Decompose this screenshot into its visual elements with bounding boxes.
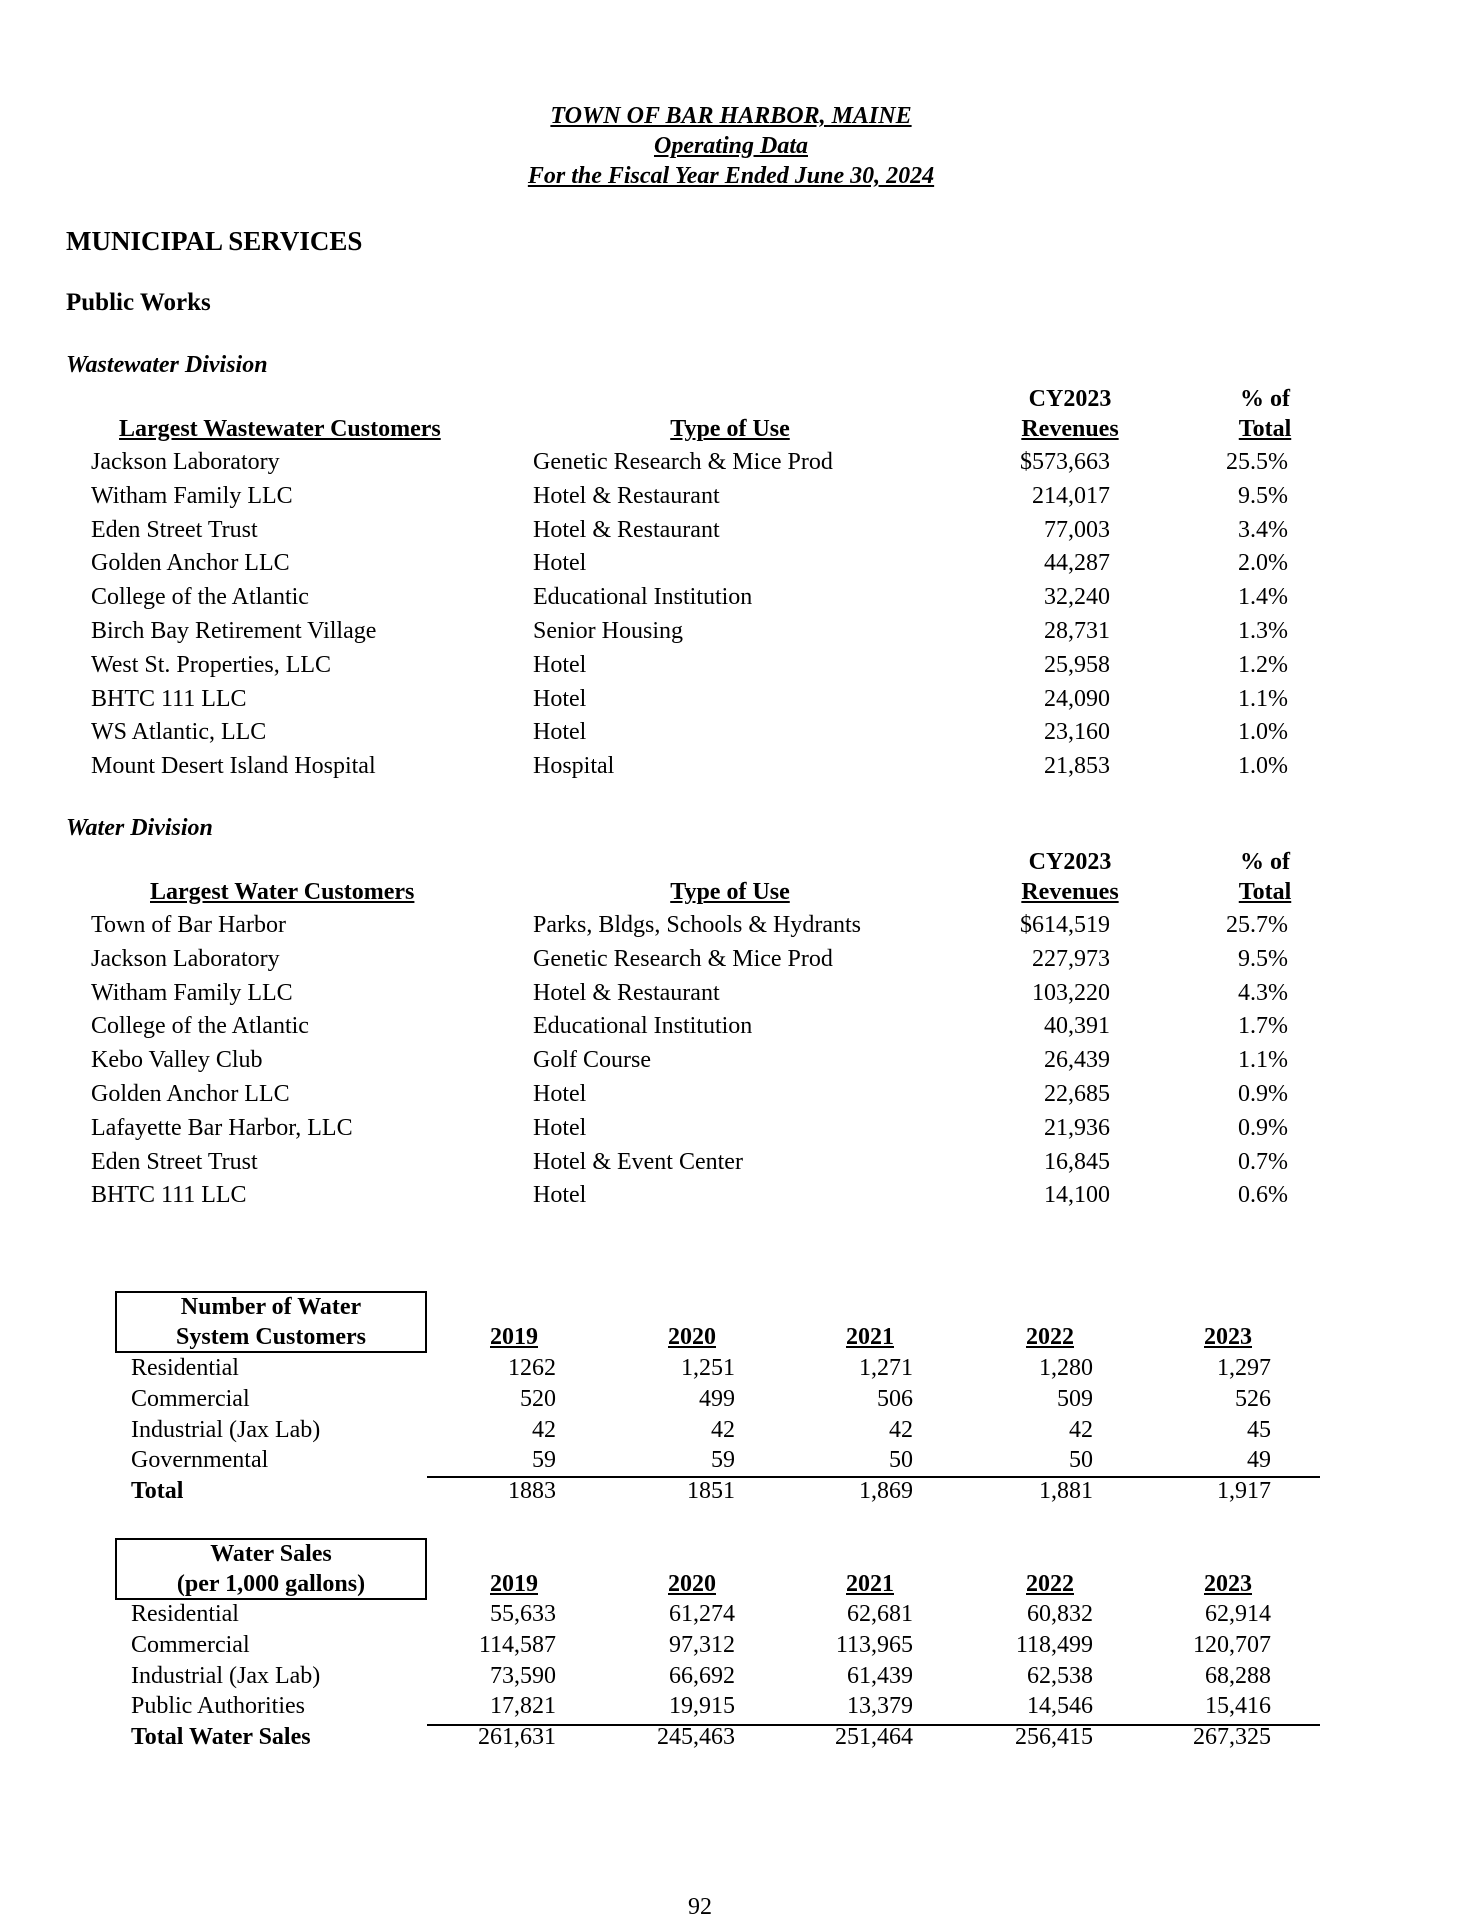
sales_table-year-header: 2020 [668,1571,716,1597]
wastewater-revenue: 21,853 [1044,753,1110,780]
sales_table-row-label: Industrial (Jax Lab) [131,1662,321,1689]
wastewater-type-of-use: Hotel [533,719,587,746]
wastewater-row [0,749,1462,783]
water-customer-name: BHTC 111 LLC [91,1182,247,1209]
water-type-of-use: Educational Institution [533,1013,753,1040]
customers_table-cell: 1262 [508,1355,556,1381]
wastewater-type-of-use: Genetic Research & Mice Prod [533,449,833,475]
water-customer-name: Witham Family LLC [91,979,293,1006]
customers_table-cell: 50 [1069,1447,1093,1474]
customers_table-row-label: Industrial (Jax Lab) [131,1416,321,1443]
customers_table-cell: 1883 [508,1478,556,1505]
wastewater-percent-total: 1.4% [1238,584,1288,611]
sales_table-row [0,1630,1462,1660]
wastewater-row [0,682,1462,716]
customers-total-rule [427,1476,1320,1478]
wastewater-customer-name: Eden Street Trust [91,516,258,543]
wastewater-revenue: 214,017 [1032,482,1110,509]
sales_table-cell: 13,379 [847,1693,913,1720]
sales_table-cell: 118,499 [1015,1631,1093,1658]
customers_table-cell: 1,251 [681,1355,735,1381]
wastewater-pct-header-1: % of [1240,386,1290,412]
report-subtitle: Operating Data [653,133,808,159]
water-pct-header-1: % of [1240,849,1290,875]
water-customer-name: Jackson Laboratory [91,945,280,972]
customers_table-cell: 1,881 [1039,1478,1093,1505]
wastewater-customer-name: College of the Atlantic [91,584,309,611]
sales_table-row-label: Public Authorities [131,1693,305,1720]
sales_table-cell: 15,416 [1205,1693,1271,1720]
customers_table-row [0,1445,1462,1475]
customers_table-row-label: Residential [131,1355,239,1381]
page-number: 92 [688,1894,712,1920]
sales-title-1: Water Sales [210,1541,332,1567]
water-revenue: 22,685 [1044,1081,1110,1107]
water-row [0,908,1462,942]
wastewater-customer-name: BHTC 111 LLC [91,685,247,712]
wastewater-revenue: 44,287 [1044,550,1110,577]
water-row [0,942,1462,976]
wastewater-revenue: 25,958 [1044,651,1110,678]
sales_table-cell: 14,546 [1027,1693,1093,1720]
water-customer-header: Largest Water Customers [150,879,415,905]
wastewater-percent-total: 2.0% [1238,550,1288,577]
water-percent-total: 0.6% [1238,1182,1288,1209]
water-revenue: 14,100 [1044,1182,1110,1209]
water-percent-total: 0.9% [1238,1081,1288,1107]
sales_table-cell: 17,821 [490,1693,556,1720]
wastewater-percent-total: 3.4% [1238,516,1288,543]
wastewater-customer-name: West St. Properties, LLC [91,651,332,678]
sales-total-rule [427,1724,1320,1726]
sales_table-cell: 19,915 [669,1693,735,1720]
wastewater-percent-total: 1.1% [1238,685,1288,712]
sales_table-total-row [0,1722,1462,1752]
sales_table-cell: 113,965 [835,1631,913,1658]
water-customer-name: Golden Anchor LLC [91,1081,290,1107]
wastewater-row [0,715,1462,749]
sales_table-row [0,1691,1462,1721]
water-revenue: 227,973 [1032,945,1110,972]
customers_table-cell: 1,271 [859,1355,913,1381]
water-rev-header-2: Revenues [1021,879,1119,905]
sales_table-cell: 97,312 [669,1631,735,1658]
sales_table-cell: 61,274 [669,1601,735,1627]
sales_table-row-label: Residential [131,1601,239,1627]
wastewater-rev-header-1: CY2023 [1028,386,1112,412]
customers_table-cell: 1,280 [1039,1355,1093,1381]
customers_table-year-header: 2021 [846,1324,894,1350]
wastewater-revenue: 24,090 [1044,685,1110,712]
water-type-of-use: Hotel [533,1182,587,1209]
customers_table-row [0,1415,1462,1445]
customers_table-cell: 499 [699,1385,735,1412]
wastewater-division-title: Wastewater Division [66,352,268,378]
sales_table-cell: 261,631 [478,1724,556,1751]
report-period: For the Fiscal Year Ended June 30, 2024 [527,163,935,189]
water-row [0,1145,1462,1179]
water-percent-total: 1.7% [1238,1013,1288,1040]
water-percent-total: 9.5% [1238,945,1288,972]
sales_table-year-header: 2023 [1204,1571,1252,1597]
customers_table-year-header: 2023 [1204,1324,1252,1350]
water-revenue: 16,845 [1044,1148,1110,1175]
water-customer-name: Town of Bar Harbor [91,912,286,938]
customers_table-cell: 1,917 [1217,1478,1271,1505]
water-revenue: 40,391 [1044,1013,1110,1040]
sales_table-cell: 73,590 [490,1662,556,1689]
water-type-of-use: Hotel [533,1114,587,1141]
water-revenue: 103,220 [1032,979,1110,1006]
water-type-of-use: Hotel & Event Center [533,1148,743,1175]
sales_table-cell: 62,681 [847,1601,913,1627]
sales_table-cell: 120,707 [1193,1631,1271,1658]
wastewater-type-of-use: Hotel [533,550,587,577]
customers_table-cell: 42 [532,1416,556,1443]
sales_table-row [0,1599,1462,1629]
customers_table-cell: 42 [711,1416,735,1443]
wastewater-row [0,580,1462,614]
customers_table-cell: 49 [1247,1447,1271,1474]
wastewater-row [0,648,1462,682]
wastewater-customer-name: WS Atlantic, LLC [91,719,267,746]
sales_table-year-header: 2021 [846,1571,894,1597]
water-row [0,1111,1462,1145]
wastewater-customer-name: Jackson Laboratory [91,449,280,475]
customers_table-row-label: Governmental [131,1447,269,1474]
water-customer-name: Kebo Valley Club [91,1047,263,1074]
wastewater-row [0,546,1462,580]
wastewater-customer-name: Birch Bay Retirement Village [91,618,377,644]
sales_table-cell: 114,587 [478,1631,556,1658]
water-row [0,1043,1462,1077]
water-row [0,976,1462,1010]
wastewater-customer-name: Witham Family LLC [91,482,293,509]
section-title: MUNICIPAL SERVICES [66,226,363,256]
wastewater-percent-total: 1.0% [1238,719,1288,746]
customers-title-1: Number of Water [180,1294,362,1320]
customers_table-total-row [0,1476,1462,1506]
wastewater-percent-total: 1.3% [1238,618,1288,644]
customers_table-cell: 1,297 [1217,1355,1271,1381]
sales_table-cell: 62,538 [1027,1662,1093,1689]
wastewater-percent-total: 1.0% [1238,753,1288,780]
sales_table-cell: 61,439 [847,1662,913,1689]
wastewater-type-of-use: Hospital [533,753,615,780]
customers_table-row [0,1384,1462,1414]
water-type-header: Type of Use [670,879,790,905]
wastewater-row [0,614,1462,648]
wastewater-customer-name: Golden Anchor LLC [91,550,290,577]
customers_table-cell: 45 [1247,1416,1271,1443]
wastewater-row [0,479,1462,513]
wastewater-revenue: 28,731 [1044,618,1110,644]
sales_table-cell: 251,464 [835,1724,913,1751]
sales_table-cell: 62,914 [1205,1601,1271,1627]
customers_table-cell: 526 [1235,1385,1271,1412]
water-row [0,1077,1462,1111]
sales_table-cell: 245,463 [657,1724,735,1751]
customers_table-cell: 520 [520,1385,556,1412]
wastewater-type-of-use: Hotel & Restaurant [533,516,720,543]
water-revenue: 26,439 [1044,1047,1110,1074]
water-pct-header-2: Total [1238,879,1292,905]
customers_table-year-header: 2019 [490,1324,538,1350]
wastewater-revenue: 32,240 [1044,584,1110,611]
sales_table-cell: 55,633 [490,1601,556,1627]
sales_table-cell: 60,832 [1027,1601,1093,1627]
subsection-title: Public Works [66,289,211,316]
customers_table-year-header: 2020 [668,1324,716,1350]
customers_table-cell: 50 [889,1447,913,1474]
wastewater-type-header: Type of Use [670,416,790,442]
water-type-of-use: Parks, Bldgs, Schools & Hydrants [533,912,862,938]
sales_table-cell: 256,415 [1015,1724,1093,1751]
wastewater-type-of-use: Senior Housing [533,618,683,644]
customers_table-cell: 1,869 [859,1478,913,1505]
wastewater-percent-total: 25.5% [1226,449,1288,475]
customers_table-cell: 59 [711,1447,735,1474]
water-customer-name: Lafayette Bar Harbor, LLC [91,1114,353,1141]
customers_table-row [0,1353,1462,1383]
customers_table-cell: 59 [532,1447,556,1474]
customers_table-row-label: Commercial [131,1385,250,1412]
water-type-of-use: Hotel & Restaurant [533,979,720,1006]
sales_table-row [0,1661,1462,1691]
water-type-of-use: Golf Course [533,1047,651,1074]
wastewater-customer-header: Largest Wastewater Customers [119,416,441,442]
water-percent-total: 1.1% [1238,1047,1288,1074]
wastewater-rev-header-2: Revenues [1021,416,1119,442]
water-percent-total: 25.7% [1226,912,1288,938]
wastewater-percent-total: 9.5% [1238,482,1288,509]
wastewater-type-of-use: Hotel [533,685,587,712]
water-percent-total: 0.9% [1238,1114,1288,1141]
water-row [0,1178,1462,1212]
wastewater-type-of-use: Educational Institution [533,584,753,611]
water-revenue: 21,936 [1044,1114,1110,1141]
water-type-of-use: Hotel [533,1081,587,1107]
water-row [0,1009,1462,1043]
customers_table-cell: 509 [1057,1385,1093,1412]
sales_table-year-header: 2022 [1026,1571,1074,1597]
wastewater-customer-name: Mount Desert Island Hospital [91,753,376,780]
wastewater-percent-total: 1.2% [1238,651,1288,678]
water-percent-total: 0.7% [1238,1148,1288,1175]
water-type-of-use: Genetic Research & Mice Prod [533,945,833,972]
sales_table-cell: 68,288 [1205,1662,1271,1689]
sales-title-2: (per 1,000 gallons) [176,1571,366,1597]
wastewater-row [0,513,1462,547]
wastewater-revenue: $573,663 [1020,449,1110,475]
water-revenue: $614,519 [1020,912,1110,938]
water-rev-header-1: CY2023 [1028,849,1112,875]
customers_table-cell: 1851 [687,1478,735,1505]
customers_table-cell: 42 [1069,1416,1093,1443]
customers_table-cell: 42 [889,1416,913,1443]
wastewater-row [0,445,1462,479]
wastewater-type-of-use: Hotel & Restaurant [533,482,720,509]
sales_table-cell: 267,325 [1193,1724,1271,1751]
customers_table-year-header: 2022 [1026,1324,1074,1350]
customers_table-cell: 506 [877,1385,913,1412]
report-title: TOWN OF BAR HARBOR, MAINE [550,103,912,129]
customers_table-row-label: Total [131,1478,184,1505]
sales_table-row-label: Commercial [131,1631,250,1658]
wastewater-revenue: 77,003 [1044,516,1110,543]
water-customer-name: College of the Atlantic [91,1013,309,1040]
wastewater-revenue: 23,160 [1044,719,1110,746]
wastewater-pct-header-2: Total [1238,416,1292,442]
water-division-title: Water Division [66,815,213,841]
water-customer-name: Eden Street Trust [91,1148,258,1175]
wastewater-type-of-use: Hotel [533,651,587,678]
water-percent-total: 4.3% [1238,979,1288,1006]
sales_table-row-label: Total Water Sales [131,1724,311,1751]
sales_table-cell: 66,692 [669,1662,735,1689]
customers-title-2: System Customers [176,1324,366,1350]
sales_table-year-header: 2019 [490,1571,538,1597]
